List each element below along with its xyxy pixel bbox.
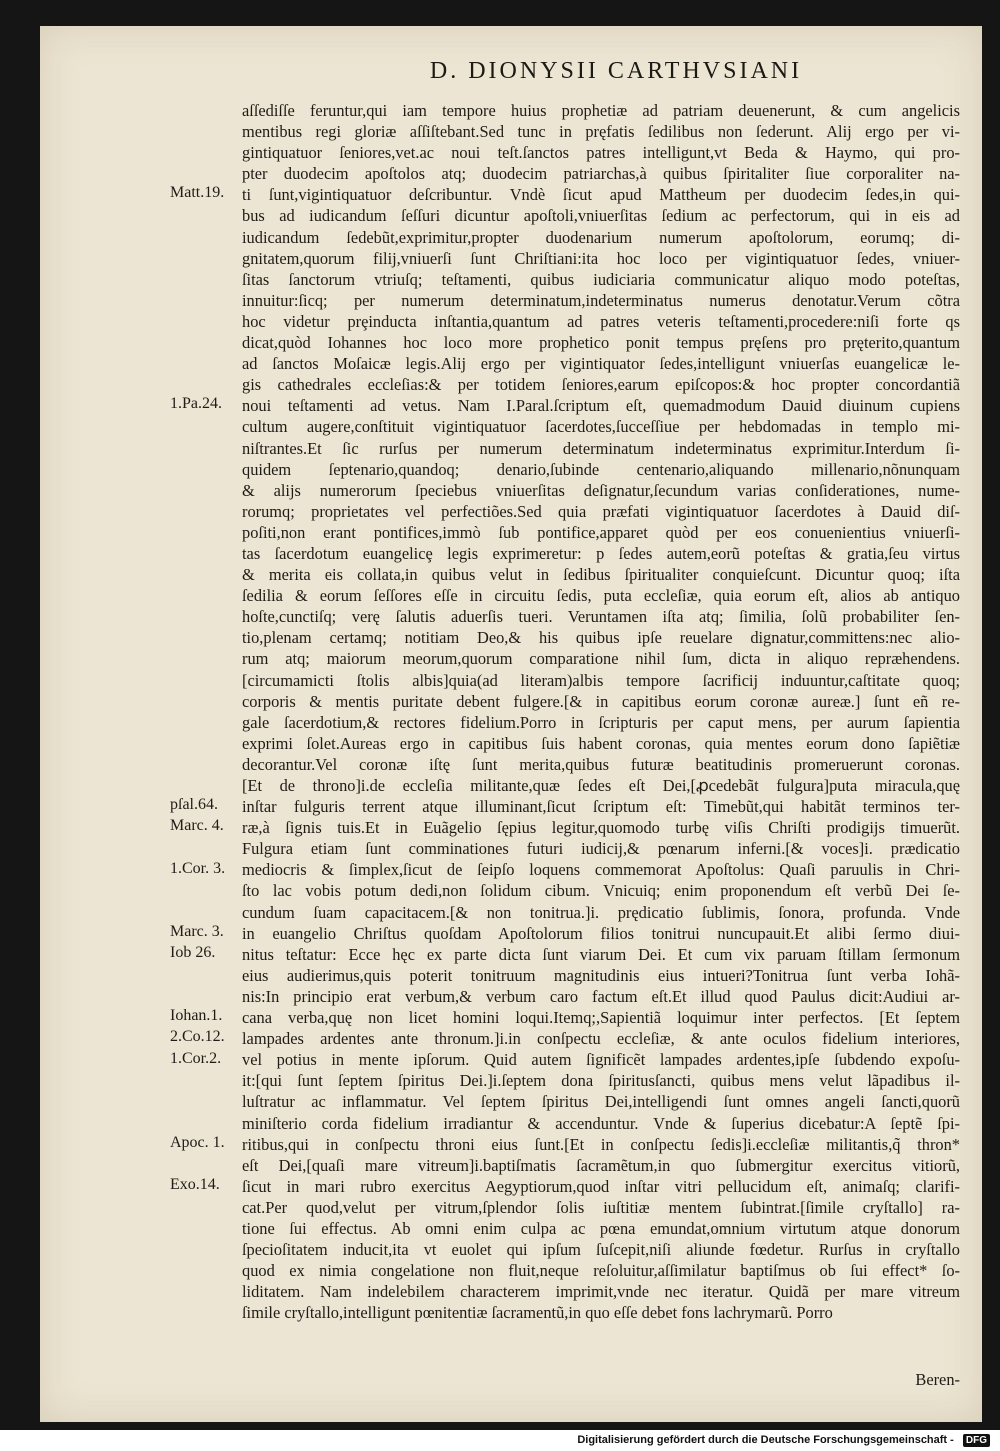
text-line: ſto lac vobis potum dedi,non ſolidum cibum. Vnicuiq; enim proponendum eſt verbũ Dei ſe- xyxy=(242,881,960,901)
text-line: & alijs numerorum ſpeciebus vniuerſitas deſignatur,ſecundum varias conſiderationes, nume- xyxy=(242,480,960,500)
text-line: & merita eis collata,in quibus velut in ſedibus ſpiritualiter conquieſcunt. Dicuntur quoq; iſta xyxy=(242,565,960,585)
text-line: hoc videtur prȩinducta inſtantia,quantum ad patres veteris teſtamenti,procedere:niſi forte qs xyxy=(242,311,960,331)
text-line: eius audierimus,quis poterit tonitruum magnitudinis eius intueri?Tonitrua ſunt verba Iohã- xyxy=(242,965,960,985)
text-line: inſtar fulguris terrent atque illuminant,ſicut ſcriptum eſt: Timebũt,qui habitãt terminos ter- xyxy=(242,797,960,817)
text-line: iudicandum ſedebũt,exprimitur,propter duodenarium numerum apoſtolorum, eorumq; di- xyxy=(242,227,960,247)
text-line: cundum ſuam capacitacem.[& non tonitrua.]i. prędicatio ſublimis, ſonora, profunda. Vnde xyxy=(242,902,960,922)
text-line: [circumamicti ſtolis albis]quia(ad literam)albis tempore ſacrificij induuntur,caſtitate quoq; xyxy=(242,670,960,690)
text-line: tione ſui effectus. Ab omni enim culpa ac pœna emundat,omnium virtutum atque donorum xyxy=(242,1218,960,1238)
text-line: ſedilia & eorum ſeſſores eſſe in circuitu ſedis, puta eccleſiæ, quia eorum eſt, alios ab antiquo xyxy=(242,586,960,606)
digitization-footer xyxy=(0,1430,1000,1451)
margin-reference: Marc. 4. xyxy=(170,817,224,835)
text-line: nis:In principio erat verbum,& verbum caro factum eſt.Et illud quod Paulus dicit:Audiui ar- xyxy=(242,986,960,1006)
text-line: cana verba,quę non licet homini loqui.Itemq;,Sapientiã loquimur inter perfectos. [Et ſeptem xyxy=(242,1008,960,1028)
text-line: Fulgura etiam ſunt comminationes futuri iudicij,& pœnarum inferni.[& voces]i. prædicatio xyxy=(242,839,960,859)
text-line: nitus teſtatur: Ecce hęc ex parte dicta ſunt viarum Dei. Et cum vix paruam ſtillam ſermonum xyxy=(242,944,960,964)
text-line: eſt Dei,[quaſi mare vitreum]i.baptiſmatis ſacramẽtum,in quo ſubmergitur exercitus vitiorũ, xyxy=(242,1155,960,1175)
text-line: hoſte,cunctiſq; verę ſalutis aduerſis tueri. Veruntamen iſta atq; ſimilia, ſolũ probabiliter ſen- xyxy=(242,607,960,627)
text-line: vel potius in mente ipſorum. Quid autem ſignificẽt lampades ardentes,ipſe ſubdendo expoſu- xyxy=(242,1050,960,1070)
text-line: rum atq; maiorum meorum,quorum comparatione nihil ſum, dicta in aliquo repræhendens. xyxy=(242,649,960,669)
text-line: gintiquatuor ſeniores,vet.ac noui teſt.ſanctos patres intelligunt,vt Beda & Haymo, qui pro- xyxy=(242,143,960,163)
margin-reference: Marc. 3. xyxy=(170,922,224,940)
text-line: corporis & mentis puritate debent fulgere.[& in capitibus eorum coronæ aureæ.] ſunt eñ re- xyxy=(242,691,960,711)
margin-reference: 1.Pa.24. xyxy=(170,395,222,413)
text-line: pter duodecim apoſtolos atq; duodecim patriarchas,à quibus ſpiritaliter ſiue corporaliter na- xyxy=(242,164,960,184)
margin-reference: Iob 26. xyxy=(170,944,216,961)
text-line: ſpecioſitatem inducit,ita vt euolet qui ipſum ſuſcepit,niſi aliunde fœdetur. Rurſus in cryſtallo xyxy=(242,1240,960,1260)
text-line: cat.Per quod,velut per vitrum,ſplendor ſolis iuſtitiæ mentem ſubintrat.[ſimile cryſtallo] ra- xyxy=(242,1197,960,1217)
text-line: gis cathedrales eccleſias:& per totidem ſeniores,earum epiſcopos:& hoc propter concordantiã xyxy=(242,375,960,395)
text-line: ti ſunt,vigintiquatuor deſcribuntur. Vndè ſicut apud Mattheum per duodecim ſedes,in qui- xyxy=(242,185,960,205)
text-line: quod ex nimia congelatione non fluit,neque reſoluitur,aſſimilatur baptiſmus ob ſui effect* ſo- xyxy=(242,1261,960,1281)
text-line: it:[qui ſunt ſeptem ſpiritus Dei.]i.ſeptem dona ſpiritusſancti, quibus mens velut lãpadibus il- xyxy=(242,1071,960,1091)
margin-reference: 1.Cor. 3. xyxy=(170,859,226,877)
text-line: rorumq; proprietates vel perfectiões.Sed quia præfati vigintiquatuor ſacerdotes à Dauid diſ- xyxy=(242,501,960,521)
text-line: miniſterio corda fidelium irradiantur & accenduntur. Vnde & ſuperius dicebatur:A ſeptẽ ſpi- xyxy=(242,1113,960,1133)
margin-reference: 1.Cor.2. xyxy=(170,1049,222,1067)
text-line: in euangelio Chriſtus quoſdam Apoſtolorum filios tonitrui nuncupauit.Et alibi ſermo diui- xyxy=(242,923,960,943)
text-line: tas ſacerdotum euangelicȩ legis exprimeretur: p ſedes autem,eorũ poteſtas & gratia,ſeu virtus xyxy=(242,543,960,563)
text-line: ad ſanctos Moſaicæ legis.Alij ergo per vigintiquator ſedes,intelligunt vniuerſas euangelicæ le- xyxy=(242,354,960,374)
text-line: gnitatem,quorum filij,vniuerſi ſunt Chriſtiani:ita hoc loco per vigintiquatuor ſedes, vniuer- xyxy=(242,248,960,268)
text-line: ſimile cryſtallo,intelligunt pœnitentiæ ſacramentũ,in quo eſſe debet fons lachrymarũ. Porro xyxy=(242,1303,833,1323)
text-line: aſſediſſe feruntur,qui iam tempore huius prophetiæ ad patriam deuenerunt, & cum angelicis xyxy=(242,101,960,120)
text-line: innuitur:ſicq; per numerum determinatum,indeterminatus numerus denotatur.Verum cõtra xyxy=(242,290,960,310)
catchword: Beren- xyxy=(915,1370,960,1389)
text-line: ritibus,qui in conſpectu throni eius ſunt.[Et in conſpectu ſedis]i.eccleſiæ militantis,q̃ thron* xyxy=(242,1134,960,1154)
running-header: D. DIONYSII CARTHVSIANI xyxy=(429,58,803,84)
dfg-logo-icon: DFG xyxy=(963,1434,990,1447)
text-line: gale ſacerdotium,& rectores fidelium.Porro in ſcripturis per caput mens, per aurum ſapientia xyxy=(242,712,960,732)
margin-reference: Matt.19. xyxy=(170,184,225,202)
text-line: quidem ſeptenario,quandoq; denario,ſubinde centenario,aliquando millenario,nõnunquam xyxy=(242,459,960,479)
margin-reference: 2.Co.12. xyxy=(170,1028,225,1046)
text-line: exprimi ſolet.Aureas ergo in capitibus ſuis habent coronas, quia mentes eorum dono ſapiẽtiæ xyxy=(242,733,960,753)
text-line: cultum augere,conſtituit vigintiquatuor ſacerdotes,ſucceſſiue per hebdomadas in templo mi- xyxy=(242,417,960,437)
text-line: liditatem. Nam indelebilem characterem imprimit,vnde nec iteratur. Quidã per mare vitreum xyxy=(242,1282,960,1302)
text-line: ſicut in mari rubro exercitus Aegyptiorum,quod inſtar vitri pellucidum eſt, animaſq; clarifi- xyxy=(242,1176,960,1196)
text-line: niſtrantes.Et ſic rurſus per numerum determinatum indeterminatus exprimitur.Interdum ſi- xyxy=(242,438,960,458)
text-line: mediocris & ſimplex,ſicut de ſeipſo loquens commemorat Apoſtolus: Quaſi paruulis in Chri- xyxy=(242,860,960,880)
margin-reference: pſal.64. xyxy=(170,796,218,814)
text-line: ræ,à ſignis tuis.Et in Euãgelio ſępius legitur,quomodo turbę viſis Chriſti prodigijs timuerũt. xyxy=(242,818,960,838)
margin-reference: Apoc. 1. xyxy=(170,1133,225,1151)
text-line: poſiti,non erant pontifices,immò ſub pontifice,apparet quòd per eos conuenientius vniuerſi- xyxy=(242,522,960,542)
text-line: decorantur.Vel coronæ iſtę ſunt merita,quibus futuræ beatitudinis promeruerunt coronas. xyxy=(242,754,960,774)
text-line: luſtratur ac inflammatur. Vel ſeptem ſpiritus Dei,intelligendi ſunt omnes angeli ſancti,quorũ xyxy=(242,1092,960,1112)
scanned-page xyxy=(40,26,982,1422)
text-line: dicat,quòd Iohannes hoc loco more prophetico ponit tempus pręſens pro pręterito,quantum xyxy=(242,333,960,353)
text-line: ſitas ſanctorum vtriuſq; teſtamenti, quibus iudiciaria communicatur aliquo modo poteſtas, xyxy=(242,269,960,289)
text-line: bus ad iudicandum ſeſſuri dicuntur apoſtoli,vniuerſitas ſedium ac perfectorum, qui in eis ad xyxy=(242,206,960,226)
main-text-block xyxy=(242,100,960,1323)
text-line: [Et de throno]i.de eccleſia militante,quæ ſedes eſt Dei,[ꝓcedebãt fulgura]puta miracula,quę xyxy=(242,776,960,795)
margin-reference: Iohan.1. xyxy=(170,1007,223,1025)
margin-reference: Exo.14. xyxy=(170,1176,220,1194)
text-line: tio,plenam certamq; notitiam Deo,& his quibus ipſe reuelare dignatur,committens:nec alio- xyxy=(242,628,960,648)
footer-credit: Digitalisierung gefördert durch die Deutsche Forschungsgemeinschaft - xyxy=(577,1434,954,1446)
text-line: mentibus regi gloriæ aſſiſtebant.Sed tunc in pręfatis ſedilibus non ſederunt. Alij ergo per vi- xyxy=(242,122,960,142)
text-line: noui teſtamenti ad vetus. Nam I.Paral.ſcriptum eſt, quemadmodum Dauid diuinum cupiens xyxy=(242,396,960,416)
text-line: lampades ardentes ante thronum.]i.in conſpectu eccleſiæ, & ante oculos fidelium interiores, xyxy=(242,1029,960,1049)
